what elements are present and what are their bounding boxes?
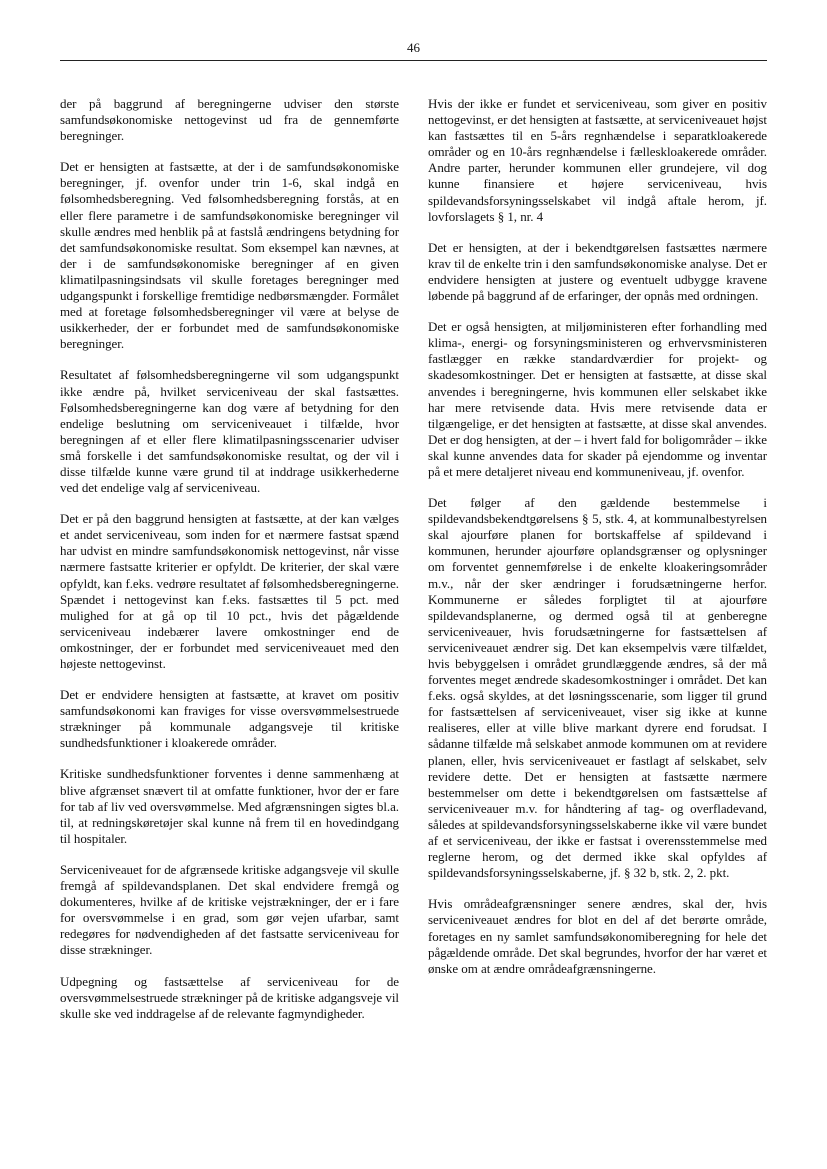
right-paragraph-3: Det er også hensigten, at miljøministeren efter forhandling med klima-, energi- og forsyningsministeren og erhvervsministeren fastlægger en række standardværdier for projekt- og skadesomkostninger. Det er hensigten at fastsætte, at disse skal anvendes i beregningerne, hvis kommunen eller selskabet ikke har mere retvisende data. Hvis mere retvisende data er tilgængelige, er det hensigten at fastsætte, at disse skal anvendes. Det er dog hensigten, at der – i hvert fald for boligområder – ikke skal kunne anvendes data for skader på ejendomme og inventar på et mere detaljeret niveau end kommuneniveau, jf. ovenfor. [428, 319, 767, 479]
left-paragraph-2: Det er hensigten at fastsætte, at der i de samfundsøkonomiske beregninger, jf. ovenfor under trin 1-6, skal indgå en følsomhedsberegning. Ved følsomhedsberegning forstås, at en eller flere parametre i de samfundsøkonomiske beregninger vil skulle ændres med henblik på at fastslå ændringens betydning for det samfundsøkonomiske resultat. Som eksempel kan nævnes, at der i de samfundsøkonomiske beregninger af en given klimatilpasningsindsats vil skulle foretages beregninger med udgangspunkt i forskellige fremtidige nedbørsmængder. Formålet med at foretage følsomhedsberegninger vil være at belyse de usikkerheder, der er forbundet med de samfundsøkonomiske beregninger. [60, 159, 399, 352]
right-paragraph-4: Det følger af den gældende bestemmelse i spildevandsbekendtgørelsens § 5, stk. 4, at kommunalbestyrelsen skal ajourføre planen for bortskaffelse af spildevand i kommunen, herunder ajourføre oplandsgrænser og oplysninger om forventet gennemførelse i de enkelte kloakeringsområder m.v., når der sker ændringer i forudsætningerne herfor. Kommunerne er således forpligtet til at ajourføre spildevandsplanerne, og dermed også til at genberegne serviceniveauer, hvis forudsætningerne for fastsættelsen af serviceniveauet ændrer sig. Det kan eksempelvis være tilfældet, hvis bebyggelsen i området grundlæggende ændres, så der må forventes meget ændrede skadesomkostninger i området. Det kan f.eks. også skyldes, at det løsningsscenarie, som ligger til grund for fastsættelsen af serviceniveauet, viser sig ikke at kunne realiseres, eller at ville blive markant dyrere end forudsat. I sådanne tilfælde må selskabet anmode kommunen om at revidere planen, eller, hvis serviceniveauet er fastlagt af selskabet, selv revidere dette. Det er hensigten at fastsætte nærmere bestemmelser om dette i bekendtgørelsen om fastsættelse af serviceniveauer m.v. for håndtering af tag- og overfladevand, således at spildevandsforsyningsselskaberne ikke vil være bundet af et serviceniveau, der ikke er fastsat i overensstemmelse med reglerne herom, og det dermed ikke skal opfyldes af spildevandsforsyningsselskaberne, jf. § 32 b, stk. 2, 2. pkt. [428, 495, 767, 881]
page-number: 46 [407, 40, 420, 55]
left-paragraph-7: Serviceniveauet for de afgrænsede kritiske adgangsveje vil skulle fremgå af spildevandsplanen. Det skal endvidere fremgå og dokumenteres, hvilke af de kritiske vejstrækninger, der er i fare for oversvømmelse i en grad, som gør vejen ufarbar, samt redegøres for nødvendigheden af det fastsatte serviceniveau for disse strækninger. [60, 861, 399, 958]
left-paragraph-5: Det er endvidere hensigten at fastsætte, at kravet om positiv samfundsøkonomi kan fraviges for visse oversvømmelsestruede strækninger på kommunale adgangsveje til kritiske sundhedsfunktioner i kloakerede områder. [60, 687, 399, 751]
header-rule [60, 60, 767, 61]
right-paragraph-2: Det er hensigten, at der i bekendtgørelsen fastsættes nærmere krav til de enkelte trin i den samfundsøkonomiske analyse. Det er endvidere hensigten at justere og eventuelt udbygge kravene løbende på baggrund af de erfaringer, der opnås med ordningen. [428, 239, 767, 304]
right-paragraph-5: Hvis områdeafgrænsninger senere ændres, skal der, hvis serviceniveauet ændres for blot en del af det berørte område, foretages en ny samlet samfundsøkonomiberegning for hele det pågældende område. Det skal begrundes, hvorfor der har været et ønske om at ændre områdeafgrænsningerne. [428, 896, 767, 976]
left-paragraph-8: Udpegning og fastsættelse af serviceniveau for de oversvømmelsestruede strækninger på de kritiske adgangsveje vil skulle ske ved inddragelse af de relevante fagmyndigheder. [60, 973, 399, 1021]
left-paragraph-6: Kritiske sundhedsfunktioner forventes i denne sammenhæng at blive afgrænset snævert til at omfatte funktioner, hvor der er fare for tab af liv ved oversvømmelse. Med afgrænsningen sigtes bl.a. til, at redningskøretøjer skal kunne nå frem til en hovedindgang til hospitaler. [60, 766, 399, 846]
right-column [428, 96, 767, 992]
left-paragraph-3: Resultatet af følsomhedsberegningerne vil som udgangspunkt ikke ændre på, hvilket serviceniveau der skal fastsættes. Følsomhedsberegningerne kan dog være af betydning for den endelige beslutning om serviceniveauet i tilfælde, hvor beregningen af et eller flere klimatilpasningsscenarier udviser små forskelle i det samfundsøkonomiske resultat, og der vil i disse tilfælde kunne være grund til at inddrage usikkerhederne ved det endelige valg af serviceniveau. [60, 367, 399, 496]
left-paragraph-4: Det er på den baggrund hensigten at fastsætte, at der kan vælges et andet serviceniveau, som inden for et nærmere fastsat spænd har udvist en mindre samfundsøkonomisk nettogevinst, når visse nærmere fastsatte kriterier er opfyldt. De kriterier, der skal være opfyldt, kan f.eks. vedrøre resultatet af følsomhedsberegningerne. Spændet i nettogevinst kan f.eks. fastsættes til 5 pct. med mulighed for at gå op til 10 pct., hvis det pågældende serviceniveau indebærer lavere omkostninger end de omkostninger, der er forbundet med serviceniveauet med den højeste nettogevinst. [60, 511, 399, 671]
left-paragraph-1: der på baggrund af beregningerne udviser den største samfundsøkonomiske nettogevinst ud fra de gennemførte beregninger. [60, 96, 399, 144]
right-paragraph-1: Hvis der ikke er fundet et serviceniveau, som giver en positiv nettogevinst, er det hensigten at fastsætte, at serviceniveauet højst kan fastsættes til en 5-års regnhændelse i separatkloakerede områder og en 10-års regnhændelse i fælleskloakerede områder. Andre parter, herunder kommunen eller grundejere, vil dog kunne finansiere et højere serviceniveau, hvis spildevandsforsyningsselskabet vil indgå aftale herom, jf. lovforslagets § 1, nr. 4 [428, 96, 767, 224]
left-column [60, 96, 399, 1037]
